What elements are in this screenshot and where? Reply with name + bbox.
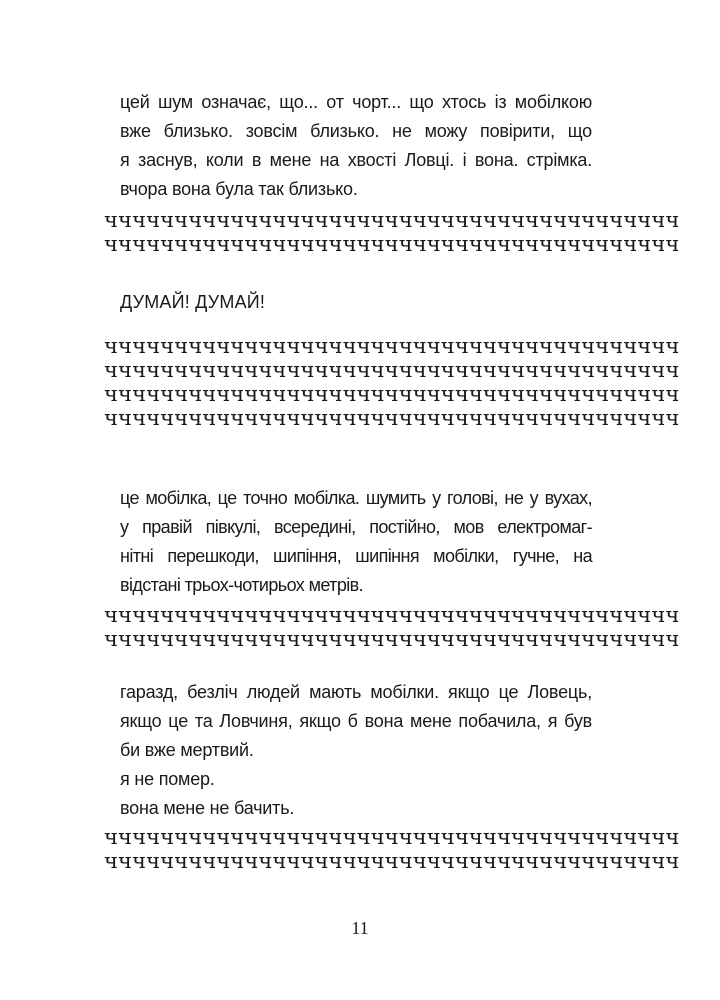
noise-row: ччччччччччччччччччччччччччччччччччччччччч — [104, 208, 680, 232]
paragraph-1 — [120, 88, 592, 204]
noise-block-1 — [104, 208, 680, 256]
noise-row: ччччччччччччччччччччччччччччччччччччччччч — [104, 232, 680, 256]
paragraph-1-line-1: цей шум означає, що... от чорт... що хтось із мобілкою — [120, 92, 592, 112]
noise-row: ччччччччччччччччччччччччччччччччччччччччч — [104, 825, 680, 849]
noise-row: ччччччччччччччччччччччччччччччччччччччччч — [104, 382, 680, 406]
paragraph-3-line-5: вона мене не бачить. — [120, 798, 295, 818]
noise-block-4 — [104, 825, 680, 873]
noise-block-3 — [104, 603, 680, 651]
noise-row: ччччччччччччччччччччччччччччччччччччччччч — [104, 603, 680, 627]
paragraph-2-line-1: це мобілка, це точно мобілка. шумить у голові, не у вухах, — [120, 488, 592, 508]
paragraph-2-line-4: відстані трьох-чотирьох метрів. — [120, 575, 363, 595]
paragraph-1-line-4: вчора вона була так близько. — [120, 179, 358, 199]
paragraph-1-line-3: я заснув, коли в мене на хвості Ловці. і вона. стрімка. — [120, 150, 592, 170]
noise-block-2 — [104, 334, 680, 430]
paragraph-2 — [120, 484, 592, 600]
paragraph-3 — [120, 678, 592, 823]
paragraph-2-line-3: нітні перешкоди, шипіння, шипіння мобілки, гучне, на — [120, 546, 592, 566]
exclamation-heading: ДУМАЙ! ДУМАЙ! — [120, 292, 266, 312]
noise-row: ччччччччччччччччччччччччччччччччччччччччч — [104, 334, 680, 358]
paragraph-3-line-2: якщо це та Ловчиня, якщо б вона мене побачила, я був — [120, 711, 592, 731]
noise-row: ччччччччччччччччччччччччччччччччччччччччч — [104, 627, 680, 651]
noise-row: ччччччччччччччччччччччччччччччччччччччччч — [104, 849, 680, 873]
paragraph-2-line-2: у правій півкулі, всередині, постійно, мов електромаг- — [120, 517, 592, 537]
paragraph-1-line-2: вже близько. зовсім близько. не можу повірити, що — [120, 121, 592, 141]
noise-row: ччччччччччччччччччччччччччччччччччччччччч — [104, 406, 680, 430]
paragraph-3-line-1: гаразд, безліч людей мають мобілки. якщо це Ловець, — [120, 682, 592, 702]
page-number: 11 — [351, 918, 369, 938]
paragraph-3-line-4: я не помер. — [120, 769, 215, 789]
noise-row: ччччччччччччччччччччччччччччччччччччччччч — [104, 358, 680, 382]
paragraph-3-line-3: би вже мертвий. — [120, 740, 254, 760]
